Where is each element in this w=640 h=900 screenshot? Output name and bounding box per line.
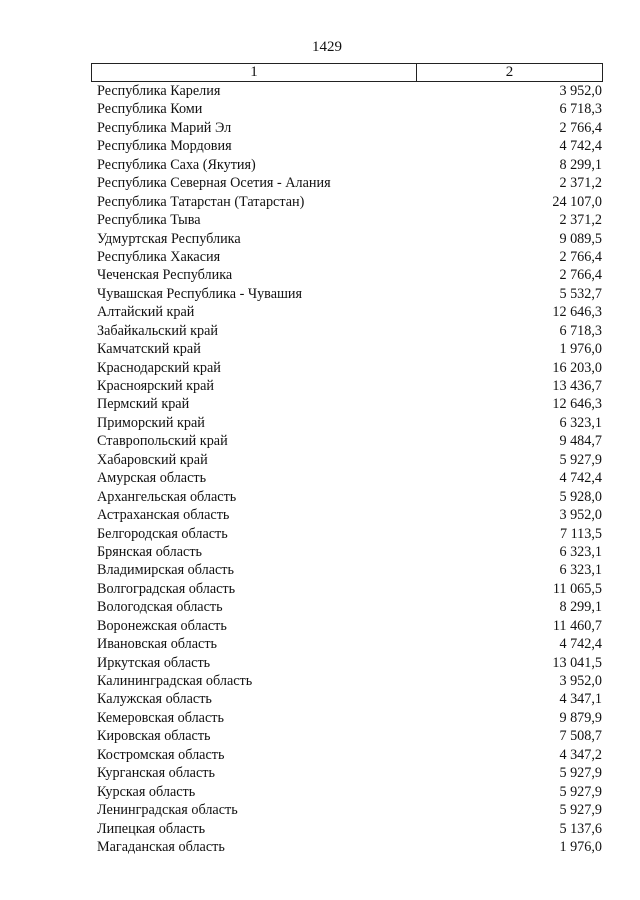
region-name: Красноярский край: [97, 378, 214, 394]
table-row: [97, 137, 602, 155]
region-name: Липецкая область: [97, 820, 206, 837]
column-header-2: 2: [505, 64, 514, 80]
region-value: 2 371,2: [559, 212, 602, 229]
region-name: Курганская область: [97, 765, 215, 782]
region-value: 6 718,3: [559, 322, 602, 339]
table-row: [97, 469, 602, 487]
table-row: [97, 174, 602, 192]
region-name: Костромская область: [97, 746, 225, 763]
table-row: [97, 285, 602, 303]
table-row: [97, 193, 602, 211]
region-name: Белгородская область: [97, 525, 228, 542]
table-row: [97, 230, 602, 248]
region-value: 8 299,1: [559, 599, 602, 616]
region-name: Волгоградская область: [97, 580, 236, 597]
region-value: 12 646,3: [552, 304, 602, 321]
region-value: 5 927,9: [559, 765, 602, 782]
table-row: [97, 100, 602, 118]
region-name: Республика Саха (Якутия): [97, 156, 256, 173]
region-name: Магаданская область: [97, 838, 225, 855]
table-row: [97, 488, 602, 506]
table-row: [97, 211, 602, 229]
table-row: [97, 248, 602, 266]
table-row: [97, 377, 602, 395]
page-number: 1429: [312, 39, 342, 55]
region-name: Республика Карелия: [97, 83, 221, 99]
region-name: Республика Мордовия: [97, 138, 232, 155]
region-name: Удмуртская Республика: [97, 230, 241, 247]
region-name: Пермский край: [97, 396, 190, 413]
region-name: Владимирская область: [97, 562, 234, 579]
region-name: Алтайский край: [97, 304, 195, 321]
region-value: 12 646,3: [552, 396, 602, 413]
region-value: 6 323,1: [559, 543, 602, 560]
region-value: 2 766,4: [559, 119, 602, 136]
region-name: Чеченская Республика: [97, 267, 233, 284]
table-header: [91, 63, 603, 82]
table-row: [97, 543, 602, 561]
table-row: [97, 838, 602, 856]
region-value: 7 113,5: [559, 525, 602, 542]
region-name: Приморский край: [97, 414, 205, 431]
table-row: [97, 340, 602, 358]
table-row: [97, 783, 602, 801]
region-value: 6 323,1: [559, 414, 602, 431]
region-name: Калужская область: [97, 691, 212, 708]
table-row: [97, 432, 602, 450]
region-value: 11 460,7: [552, 617, 602, 634]
table-row: [97, 580, 602, 598]
region-name: Республика Северная Осетия - Алания: [97, 175, 331, 192]
region-value: 4 742,4: [559, 636, 602, 653]
region-value: 2 766,4: [559, 248, 602, 265]
table-row: [97, 617, 602, 635]
region-name: Иркутская область: [97, 654, 211, 671]
table-body: [97, 82, 602, 856]
region-name: Кемеровская область: [97, 709, 224, 726]
region-value: 5 927,9: [559, 783, 602, 800]
region-value: 13 041,5: [552, 654, 602, 671]
table-row: [97, 672, 602, 690]
region-value: 9 089,5: [559, 230, 602, 247]
region-name: Хабаровский край: [97, 451, 208, 468]
table-row: [97, 801, 602, 819]
region-name: Ленинградская область: [97, 802, 238, 819]
region-name: Камчатский край: [97, 341, 201, 358]
table-row: [97, 654, 602, 672]
region-value: 5 137,6: [559, 820, 602, 837]
region-value: 24 107,0: [552, 193, 602, 210]
region-value: 2 766,4: [559, 267, 602, 284]
region-value: 5 927,9: [559, 451, 602, 468]
region-value: 3 952,0: [559, 673, 602, 689]
region-value: 5 532,7: [559, 285, 602, 302]
region-value: 9 879,9: [559, 709, 602, 726]
region-value: 3 952,0: [559, 83, 602, 99]
table-row: [97, 82, 602, 100]
table-row: [97, 414, 602, 432]
region-value: 7 508,7: [559, 728, 602, 745]
table-row: [97, 156, 602, 174]
table-row: [97, 303, 602, 321]
region-value: 11 065,5: [552, 580, 602, 597]
region-value: 3 952,0: [559, 507, 602, 524]
table-row: [97, 561, 602, 579]
table-row: [97, 395, 602, 413]
region-name: Республика Коми: [97, 101, 203, 118]
table-row: [97, 598, 602, 616]
table-row: [97, 635, 602, 653]
region-value: 6 323,1: [559, 562, 602, 579]
region-value: 5 927,9: [559, 802, 602, 819]
table-row: [97, 266, 602, 284]
region-value: 4 347,1: [559, 691, 602, 708]
region-name: Курская область: [97, 783, 196, 800]
table-row: [97, 525, 602, 543]
table-row: [97, 709, 602, 727]
table-row: [97, 690, 602, 708]
region-name: Краснодарский край: [97, 359, 221, 376]
column-header-1: 1: [92, 64, 417, 81]
region-name: Астраханская область: [97, 507, 230, 524]
region-name: Воронежская область: [97, 617, 227, 634]
region-value: 1 976,0: [559, 838, 602, 855]
region-name: Республика Татарстан (Татарстан): [97, 193, 305, 210]
region-name: Республика Хакасия: [97, 248, 221, 265]
table-row: [97, 746, 602, 764]
region-name: Архангельская область: [97, 488, 237, 505]
region-name: Брянская область: [97, 543, 203, 560]
region-value: 5 928,0: [559, 488, 602, 505]
region-name: Чувашская Республика - Чувашия: [97, 285, 303, 302]
region-value: 4 742,4: [559, 138, 602, 155]
region-name: Ивановская область: [97, 636, 218, 653]
table-row: [97, 764, 602, 782]
region-value: 4 742,4: [559, 470, 602, 487]
region-name: Ставропольский край: [97, 433, 228, 450]
table-row: [97, 451, 602, 469]
table-row: [97, 506, 602, 524]
region-value: 13 436,7: [552, 378, 602, 394]
table-row: [97, 359, 602, 377]
region-value: 1 976,0: [559, 341, 602, 358]
region-value: 9 484,7: [559, 433, 602, 450]
region-name: Забайкальский край: [97, 322, 218, 339]
region-value: 2 371,2: [559, 175, 602, 192]
region-value: 16 203,0: [552, 359, 602, 376]
region-name: Калининградская область: [97, 673, 253, 689]
region-value: 4 347,2: [559, 746, 602, 763]
region-name: Кировская область: [97, 728, 211, 745]
region-value: 6 718,3: [559, 101, 602, 118]
region-name: Вологодская область: [97, 599, 223, 616]
table-row: [97, 322, 602, 340]
table-row: [97, 119, 602, 137]
region-name: Республика Тыва: [97, 212, 201, 229]
region-name: Амурская область: [97, 470, 207, 487]
region-name: Республика Марий Эл: [97, 119, 232, 136]
table-row: [97, 727, 602, 745]
table-row: [97, 820, 602, 838]
region-value: 8 299,1: [559, 156, 602, 173]
